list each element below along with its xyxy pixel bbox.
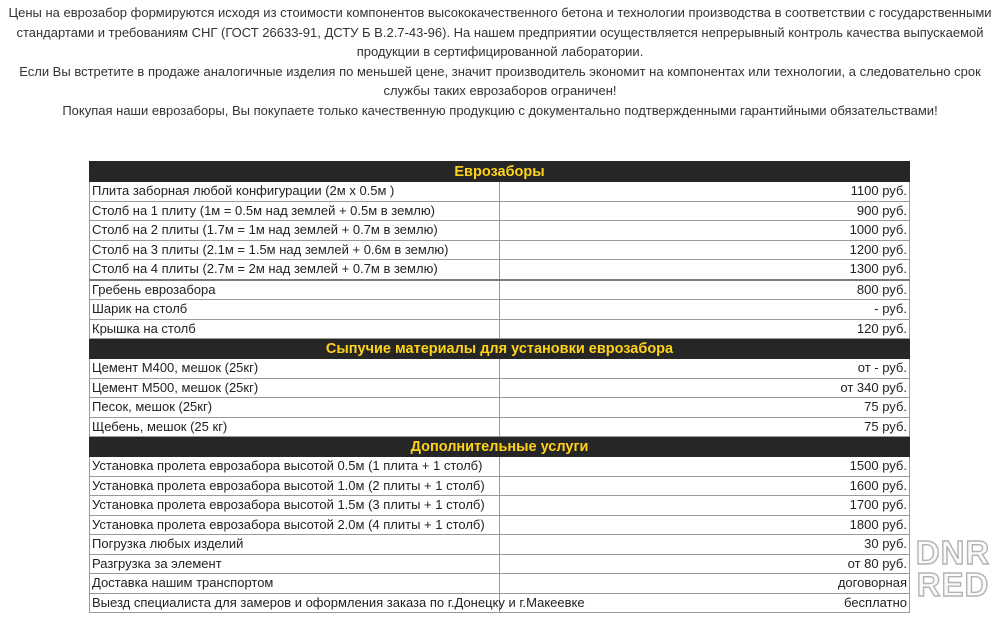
item-price: 800 руб. — [500, 280, 910, 300]
section-title-extra-services: Дополнительные услуги — [90, 437, 910, 457]
section-header-row — [90, 437, 910, 457]
item-price: 1700 руб. — [500, 496, 910, 516]
item-price: 1500 руб. — [500, 457, 910, 477]
item-name: Столб на 2 плиты (1.7м = 1м над землей + 0.7м в землю) — [90, 221, 500, 241]
item-name: Установка пролета еврозабора высотой 1.5м (3 плиты + 1 столб) — [90, 496, 500, 516]
section-header-row — [90, 162, 910, 182]
watermark-logo — [913, 534, 993, 605]
table-row — [90, 457, 910, 477]
item-name: Шарик на столб — [90, 300, 500, 320]
section-title-eurofences: Еврозаборы — [90, 162, 910, 182]
table-row — [90, 515, 910, 535]
table-row — [90, 240, 910, 260]
intro-paragraph-pricing: Цены на еврозабор формируются исходя из стоимости компонентов высококачественного бетона и технологии производства в соответствии с государственными стандартами и требованиям СНГ (ГОСТ 26633-91, ДСТУ Б В.2.7-43-96). На нашем предприятии осуществляется непрерывный контроль качества выпускаемой продукции в сертифицированной лаборатории. — [8, 5, 992, 59]
watermark-line-2: RED — [916, 566, 990, 603]
item-name: Цемент М500, мешок (25кг) — [90, 378, 500, 398]
table-row — [90, 593, 910, 613]
item-price: 1000 руб. — [500, 221, 910, 241]
item-price: 1300 руб. — [500, 260, 910, 280]
table-row — [90, 359, 910, 379]
item-name: Погрузка любых изделий — [90, 535, 500, 555]
item-price: 1800 руб. — [500, 515, 910, 535]
item-price: 1600 руб. — [500, 476, 910, 496]
item-name: Установка пролета еврозабора высотой 2.0м (4 плиты + 1 столб) — [90, 515, 500, 535]
item-name: Установка пролета еврозабора высотой 1.0м (2 плиты + 1 столб) — [90, 476, 500, 496]
item-name: Столб на 4 плиты (2.7м = 2м над землей + 0.7м в землю) — [90, 260, 500, 280]
item-price: - руб. — [500, 300, 910, 320]
table-row — [90, 378, 910, 398]
item-price: 900 руб. — [500, 201, 910, 221]
item-price: 75 руб. — [500, 398, 910, 418]
item-name: Гребень еврозабора — [90, 280, 500, 300]
intro-text — [0, 3, 1000, 120]
watermark-line-1: DNR — [915, 534, 991, 571]
item-name: Песок, мешок (25кг) — [90, 398, 500, 418]
item-name: Установка пролета еврозабора высотой 0.5м (1 плита + 1 столб) — [90, 457, 500, 477]
table-row — [90, 476, 910, 496]
table-row — [90, 574, 910, 594]
section-title-bulk-materials: Сыпучие материалы для установки еврозабора — [90, 339, 910, 359]
table-row — [90, 182, 910, 202]
item-name: Крышка на столб — [90, 319, 500, 339]
table-row — [90, 221, 910, 241]
item-price: 120 руб. — [500, 319, 910, 339]
table-row — [90, 398, 910, 418]
item-name: Щебень, мешок (25 кг) — [90, 417, 500, 437]
table-row — [90, 260, 910, 280]
item-name: Столб на 1 плиту (1м = 0.5м над землей + 0.5м в землю) — [90, 201, 500, 221]
intro-paragraph-guarantee: Покупая наши еврозаборы, Вы покупаете только качественную продукцию с документально подтвержденными гарантийными обязательствами! — [62, 102, 938, 118]
table-row — [90, 554, 910, 574]
table-row — [90, 280, 910, 300]
item-name: Разгрузка за элемент — [90, 554, 500, 574]
item-price: 1200 руб. — [500, 240, 910, 260]
intro-paragraph-warning: Если Вы встретите в продаже аналогичные изделия по меньшей цене, значит производитель экономит на компонентах или технологии, а следовательно срок службы таких еврозаборов ограничен! — [19, 63, 981, 98]
table-row — [90, 319, 910, 339]
item-name: Плита заборная любой конфигурации (2м х 0.5м ) — [90, 182, 500, 202]
section-header-row — [90, 339, 910, 359]
item-price: 1100 руб. — [500, 182, 910, 202]
table-row — [90, 535, 910, 555]
item-name: Доставка нашим транспортом — [90, 574, 500, 594]
item-price: от 80 руб. — [500, 554, 910, 574]
price-table — [89, 161, 910, 613]
item-name: Столб на 3 плиты (2.1м = 1.5м над землей + 0.6м в землю) — [90, 240, 500, 260]
item-price: 75 руб. — [500, 417, 910, 437]
item-name: Выезд специалиста для замеров и оформления заказа по г.Донецку и г.Макеевке — [90, 593, 500, 613]
table-row — [90, 300, 910, 320]
item-price: от 340 руб. — [500, 378, 910, 398]
table-row — [90, 201, 910, 221]
item-price: бесплатно — [500, 593, 910, 613]
item-name: Цемент М400, мешок (25кг) — [90, 359, 500, 379]
table-row — [90, 417, 910, 437]
item-price: договорная — [500, 574, 910, 594]
item-price: от - руб. — [500, 359, 910, 379]
table-row — [90, 496, 910, 516]
item-price: 30 руб. — [500, 535, 910, 555]
